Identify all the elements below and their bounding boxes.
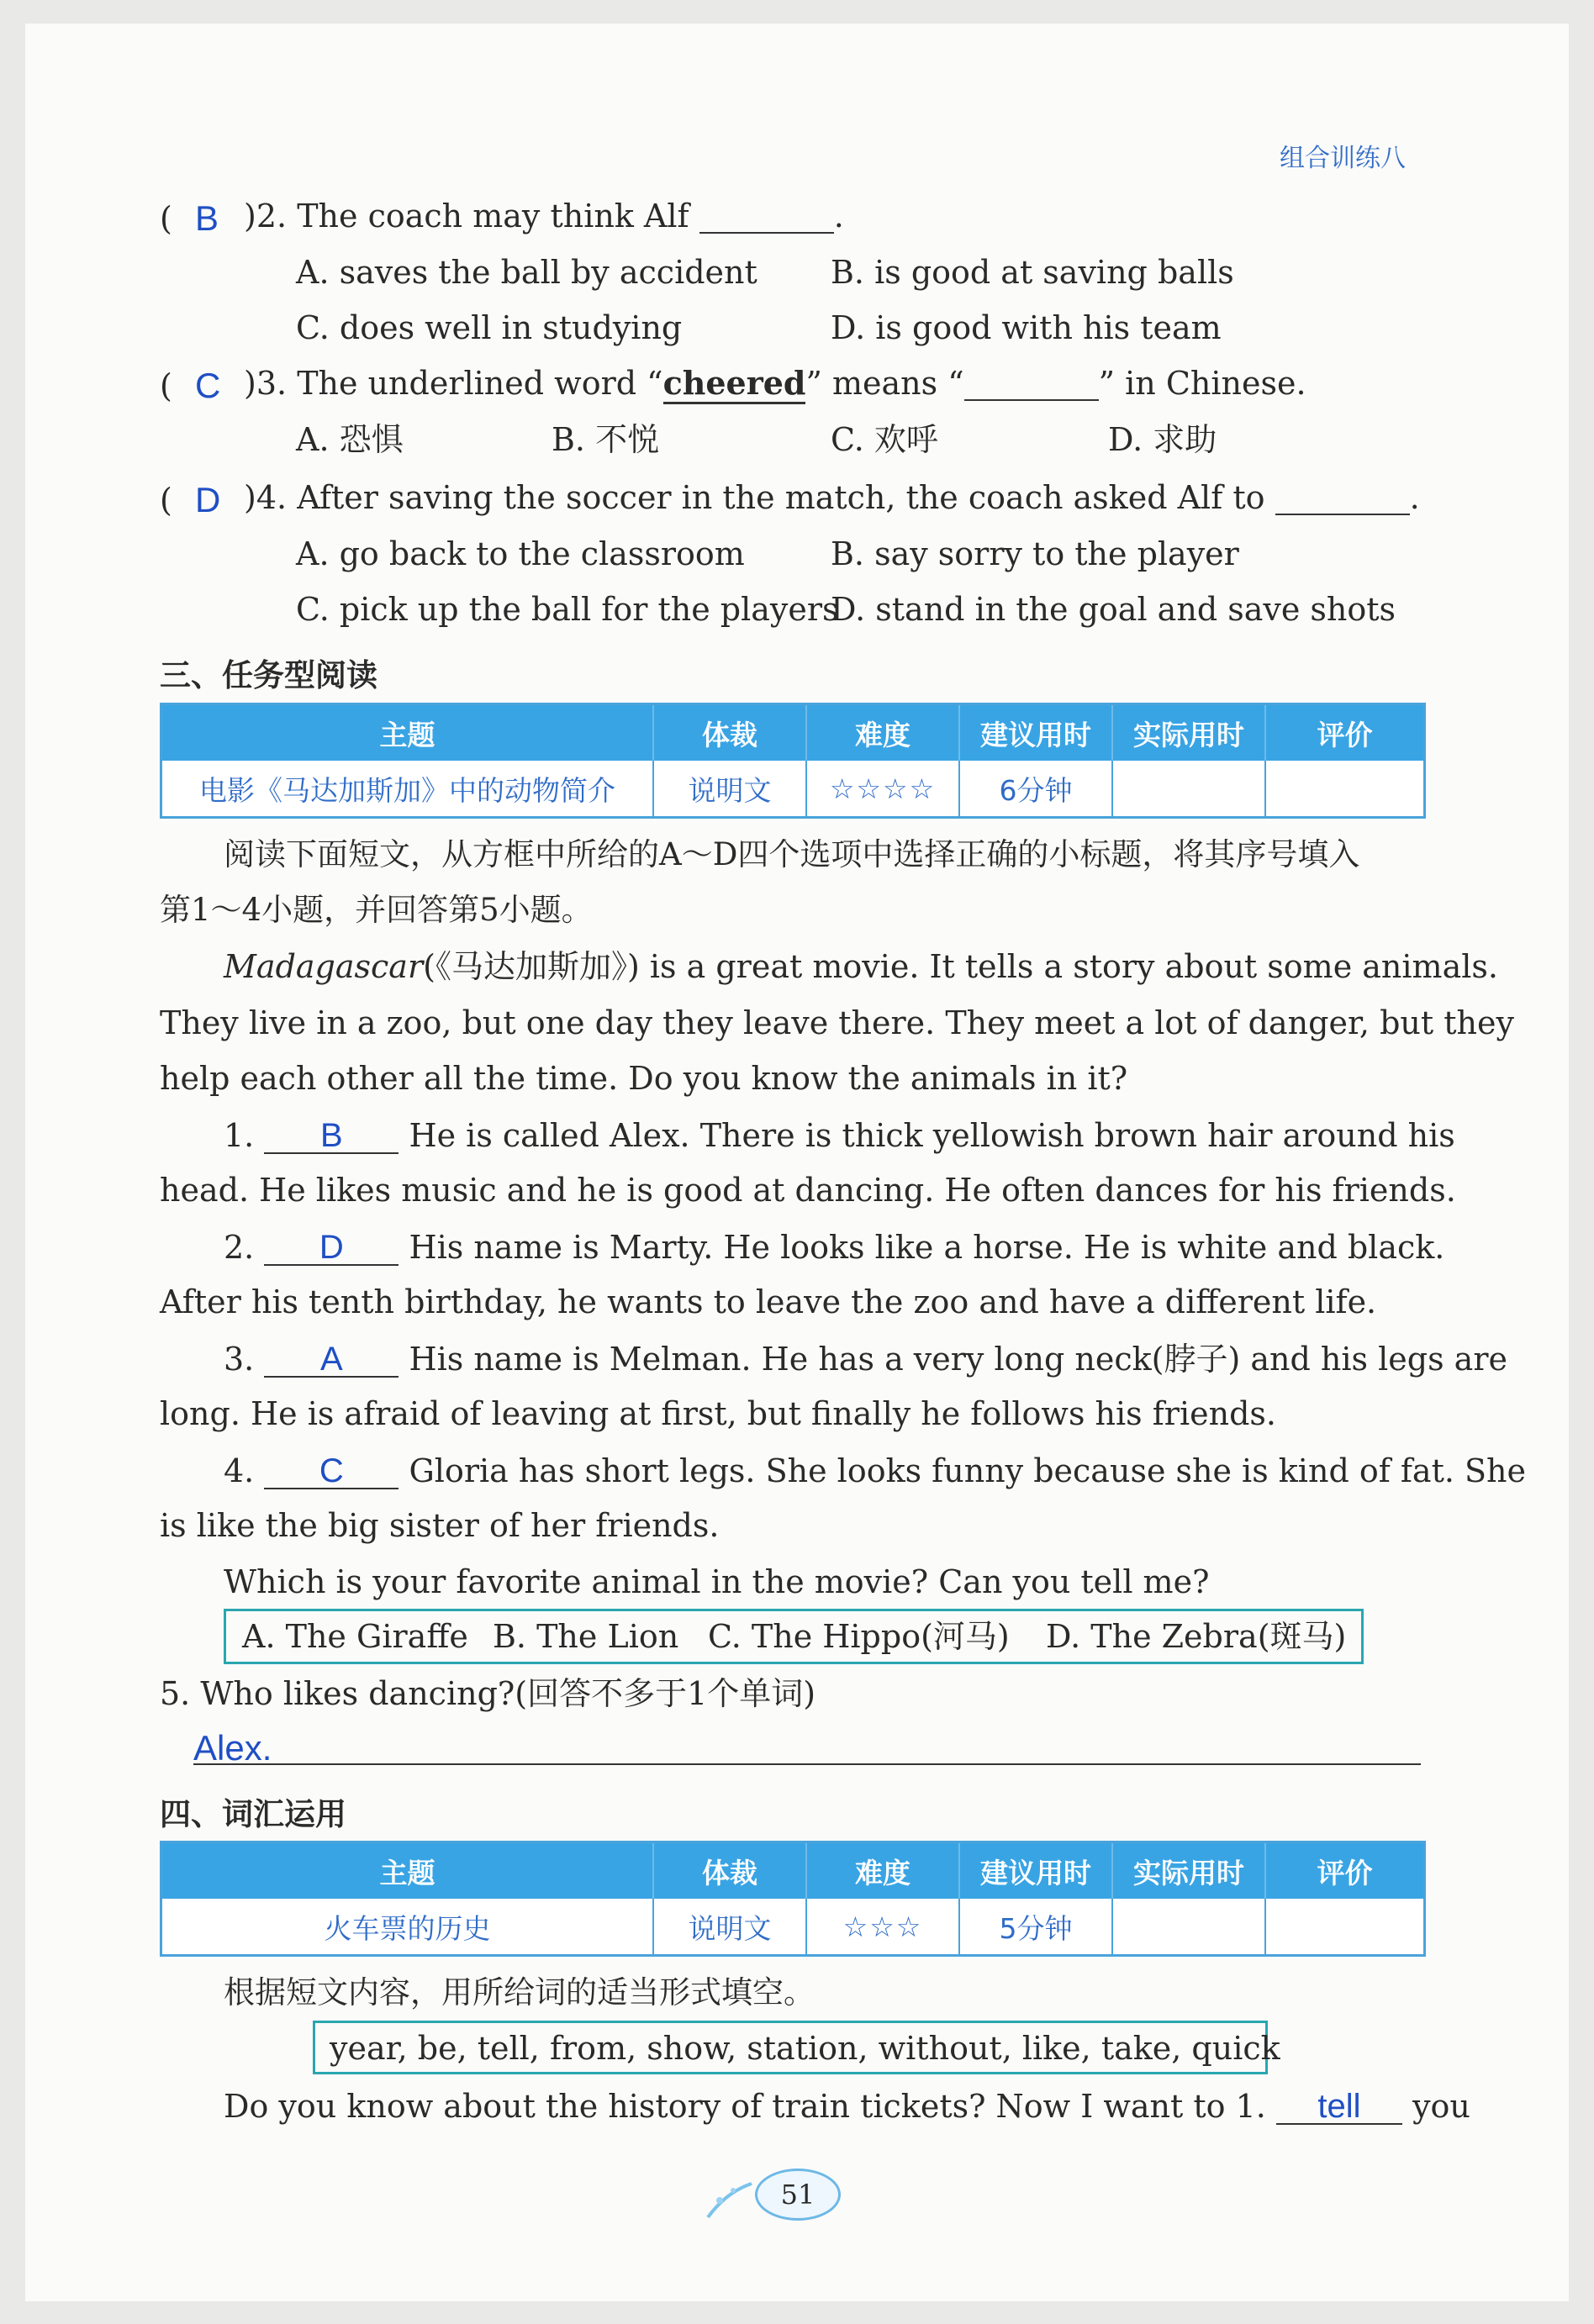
- header-evaluation: 评价: [1317, 1856, 1373, 1889]
- q3-underlined-word: cheered: [663, 364, 806, 404]
- section4-instruction: 根据短文内容，用所给词的适当形式填空。: [224, 1974, 815, 2010]
- passage-text-after: you: [1412, 2088, 1470, 2125]
- suggested-time-value: 6分钟: [960, 761, 1113, 816]
- word-box-words: year, be, tell, from, show, station, without, like, take, quick: [330, 2030, 1280, 2067]
- box-option-d: D. The Zebra(斑马): [1046, 1618, 1347, 1655]
- table-data-row: [162, 761, 1423, 816]
- paren-open: (: [160, 482, 172, 519]
- genre-value: 说明文: [654, 1899, 807, 1954]
- item-2-number: 2.: [224, 1229, 255, 1266]
- evaluation-input[interactable]: [1266, 761, 1423, 816]
- q3-number: )3.: [244, 365, 288, 402]
- item-4-line1: [224, 1454, 1526, 1489]
- q5-answer-line: [193, 1763, 1421, 1765]
- actual-time-input[interactable]: [1113, 761, 1266, 816]
- item-1-answer: B: [320, 1117, 343, 1154]
- intro-line-1-text: (《马达加斯加》) is a great movie. It tells a story about some animals.: [423, 948, 1498, 985]
- item-3-answer: A: [320, 1341, 343, 1378]
- header-actual-time: 实际用时: [1113, 705, 1266, 761]
- q3-stem-middle: ” means “: [805, 365, 964, 402]
- section3-instruction-line1: 阅读下面短文，从方框中所给的A～D四个选项中选择正确的小标题，将其序号填入: [224, 836, 1360, 872]
- blank-1: [1276, 2089, 1402, 2125]
- header-evaluation: 评价: [1317, 718, 1373, 751]
- item-4-line2: is like the big sister of her friends.: [160, 1507, 720, 1544]
- actual-time-input[interactable]: [1113, 1899, 1266, 1954]
- suggested-time-value: 5分钟: [960, 1899, 1113, 1954]
- q4-end: .: [1409, 479, 1420, 516]
- intro-line-2: They live in a zoo, but one day they leave there. They meet a lot of danger, but they: [160, 1004, 1514, 1041]
- q4-number: )4.: [244, 479, 288, 516]
- page-number: 51: [755, 2169, 841, 2221]
- genre-value: 说明文: [654, 761, 807, 816]
- intro-line-1: [224, 948, 1498, 985]
- topic-value: 电影《马达加斯加》中的动物简介: [162, 761, 654, 816]
- q5-text: 5. Who likes dancing?(回答不多于1个单词): [160, 1675, 816, 1712]
- q3-option-c: C. 欢呼: [831, 421, 938, 458]
- section4-heading: 四、词汇运用: [160, 1796, 346, 1832]
- item-2-line2: After his tenth birthday, he wants to leave the zoo and have a different life.: [160, 1283, 1377, 1320]
- question-q4: [244, 479, 1420, 516]
- q2-stem: The coach may think Alf: [297, 198, 689, 235]
- q4-option-c: C. pick up the ball for the players: [296, 591, 839, 628]
- item-4-text: Gloria has short legs. She looks funny because she is kind of fat. She: [409, 1452, 1527, 1489]
- header-difficulty: 难度: [807, 705, 960, 761]
- q2-option-d: D. is good with his team: [831, 309, 1222, 346]
- q2-number: )2.: [244, 198, 288, 235]
- q3-stem-after: ” in Chinese.: [1098, 365, 1306, 402]
- section4-info-table: [160, 1841, 1426, 1957]
- item-3-line1: [224, 1342, 1507, 1378]
- closing-question: Which is your favorite animal in the movie? Can you tell me?: [224, 1563, 1210, 1600]
- section3-instruction-line2: 第1～4小题，并回答第5小题。: [160, 892, 593, 928]
- item-4-number: 4.: [224, 1452, 255, 1489]
- intro-line-3: help each other all the time. Do you know the animals in it?: [160, 1060, 1128, 1097]
- item-1-line2: head. He likes music and he is good at dancing. He often dances for his friends.: [160, 1172, 1456, 1209]
- item-4-blank: [264, 1454, 398, 1489]
- q4-stem: After saving the soccer in the match, the coach asked Alf to: [297, 479, 1265, 516]
- item-2-blank: [264, 1231, 398, 1266]
- answer-q4: D: [195, 480, 221, 519]
- difficulty-stars: ☆☆☆: [807, 1899, 960, 1954]
- q2-blank: [699, 200, 834, 234]
- q4-option-d: D. stand in the goal and save shots: [831, 591, 1396, 628]
- section-title: 组合训练八: [1280, 144, 1406, 173]
- item-2-line1: [224, 1231, 1444, 1266]
- section3-heading: 三、任务型阅读: [160, 657, 377, 693]
- answer-q3: C: [195, 366, 221, 405]
- evaluation-input[interactable]: [1266, 1899, 1423, 1954]
- box-option-a: A. The Giraffe: [242, 1618, 468, 1655]
- question-q3: [244, 364, 1306, 402]
- q2-end: .: [833, 198, 844, 235]
- header-genre: 体裁: [654, 705, 807, 761]
- item-1-line1: [224, 1119, 1455, 1154]
- answer-q2: B: [195, 198, 219, 238]
- header-topic: 主题: [162, 705, 654, 761]
- q3-stem-before: The underlined word “: [297, 365, 663, 402]
- movie-title: Madagascar: [224, 948, 424, 985]
- q4-option-a: A. go back to the classroom: [296, 535, 745, 572]
- q2-option-b: B. is good at saving balls: [831, 254, 1234, 291]
- q3-option-a: A. 恐惧: [296, 421, 404, 458]
- q3-option-b: B. 不悦: [552, 421, 660, 458]
- header-difficulty: 难度: [807, 1843, 960, 1899]
- box-option-b: B. The Lion: [493, 1618, 679, 1655]
- section3-info-table: [160, 703, 1426, 819]
- q4-blank: [1275, 482, 1410, 515]
- q3-blank: [964, 367, 1099, 401]
- item-4-answer: C: [319, 1452, 344, 1489]
- q3-option-d: D. 求助: [1108, 421, 1217, 458]
- passage-text-before: Do you know about the history of train tickets? Now I want to 1.: [224, 2088, 1266, 2125]
- table-header-row: [162, 705, 1423, 761]
- blank-1-answer: tell: [1317, 2088, 1361, 2125]
- q4-option-b: B. say sorry to the player: [831, 535, 1239, 572]
- question-q2: [244, 200, 844, 234]
- item-3-number: 3.: [224, 1341, 255, 1378]
- header-suggested-time: 建议用时: [960, 705, 1113, 761]
- box-option-c: C. The Hippo(河马): [708, 1618, 1010, 1655]
- paren-open: (: [160, 200, 172, 237]
- header-actual-time: 实际用时: [1113, 1843, 1266, 1899]
- item-3-text: His name is Melman. He has a very long neck(脖子) and his legs are: [409, 1341, 1507, 1378]
- table-data-row: [162, 1899, 1423, 1954]
- header-topic: 主题: [162, 1843, 654, 1899]
- item-2-answer: D: [319, 1229, 344, 1266]
- header-suggested-time: 建议用时: [960, 1843, 1113, 1899]
- topic-value: 火车票的历史: [162, 1899, 654, 1954]
- item-1-number: 1.: [224, 1117, 255, 1154]
- difficulty-stars: ☆☆☆☆: [807, 761, 960, 816]
- q2-option-c: C. does well in studying: [296, 309, 683, 346]
- q5-answer: Alex.: [193, 1728, 272, 1768]
- paren-open: (: [160, 367, 172, 404]
- item-1-blank: [264, 1119, 398, 1154]
- passage-line-1: [224, 2089, 1470, 2125]
- item-3-line2: long. He is afraid of leaving at first, but finally he follows his friends.: [160, 1395, 1276, 1432]
- q2-option-a: A. saves the ball by accident: [296, 254, 757, 291]
- item-2-text: His name is Marty. He looks like a horse. He is white and black.: [409, 1229, 1445, 1266]
- wave-decoration-icon: [705, 2158, 755, 2226]
- item-3-blank: [264, 1342, 398, 1378]
- table-header-row: [162, 1843, 1423, 1899]
- header-genre: 体裁: [654, 1843, 807, 1899]
- item-1-text: He is called Alex. There is thick yellowish brown hair around his: [409, 1117, 1455, 1154]
